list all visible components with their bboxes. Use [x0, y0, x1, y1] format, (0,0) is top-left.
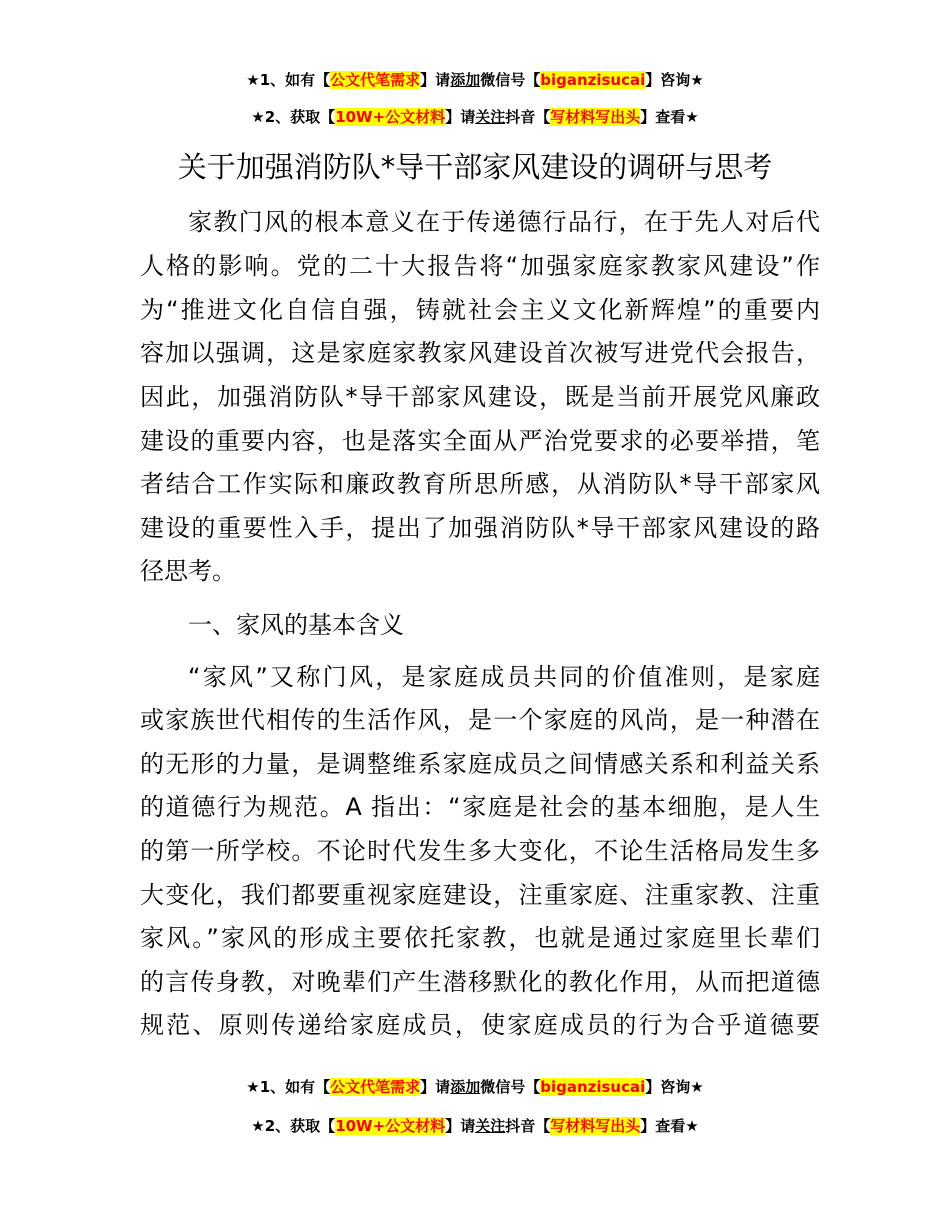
promo-line-1-top: [0, 70, 950, 90]
promo-text: 抖音【: [505, 108, 551, 126]
promo-douyin-id: 写材料写出头: [550, 108, 641, 126]
body-line: 的言传身教，对晚辈们产生潜移默化的教化作用，从而把道德: [140, 968, 820, 996]
promo-text: ★1、如有【: [246, 1078, 331, 1096]
promo-text: 】请: [420, 1078, 451, 1096]
body-line: 家风。”家风的形成主要依托家教，也就是通过家庭里长辈们: [140, 924, 820, 952]
promo-emphasis: 添加: [450, 1078, 481, 1096]
promo-text: ★2、获取【: [251, 108, 336, 126]
document-title: 关于加强消防队*导干部家风建设的调研与思考: [177, 150, 773, 184]
promo-highlight: 10W+公文材料: [335, 1117, 446, 1135]
body-line: 人格的影响。党的二十大报告将“加强家庭家教家风建设”作: [140, 252, 820, 280]
promo-text: 】咨询★: [645, 1078, 704, 1096]
promo-emphasis: 添加: [450, 71, 481, 89]
promo-line-1-bottom: [0, 1077, 950, 1097]
promo-text: 】咨询★: [645, 71, 704, 89]
body-line: 容加以强调，这是家庭家教家风建设首次被写进党代会报告，: [140, 339, 820, 367]
promo-text: 】请: [445, 1117, 476, 1135]
promo-text: 抖音【: [505, 1117, 551, 1135]
body-line: 规范、原则传递给家庭成员，使家庭成员的行为合乎道德要: [140, 1011, 820, 1039]
body-line: “家风”又称门风，是家庭成员共同的价值准则，是家庭: [188, 663, 820, 691]
promo-text: 】请: [420, 71, 451, 89]
promo-highlight: 公文代笔需求: [330, 1078, 421, 1096]
promo-emphasis: 关注: [475, 108, 506, 126]
body-line: 建设的重要内容，也是落实全面从严治党要求的必要举措，笔: [140, 427, 820, 455]
promo-text: ★1、如有【: [246, 71, 331, 89]
body-line: 因此，加强消防队*导干部家风建设，既是当前开展党风廉政: [140, 383, 820, 411]
body-line: 家教门风的根本意义在于传递德行品行，在于先人对后代: [188, 208, 820, 236]
promo-wechat-id: biganzisucai: [540, 71, 646, 89]
body-line: 径思考。: [140, 557, 236, 585]
body-line: 为“推进文化自信自强，铸就社会主义文化新辉煌”的重要内: [140, 296, 820, 324]
section-heading: 一、家风的基本含义: [188, 611, 404, 639]
promo-text: 】查看★: [640, 108, 699, 126]
body-line: 的第一所学校。不论时代发生多大变化，不论生活格局发生多: [140, 837, 820, 865]
promo-line-2-bottom: [0, 1116, 950, 1136]
promo-text: ★2、获取【: [251, 1117, 336, 1135]
body-line: 或家族世代相传的生活作风，是一个家庭的风尚，是一种潜在: [140, 706, 820, 734]
body-line: 的无形的力量，是调整维系家庭成员之间情感关系和利益关系: [140, 750, 820, 778]
body-line: 的道德行为规范。A 指出：“家庭是社会的基本细胞，是人生: [140, 793, 820, 821]
promo-line-2-top: [0, 107, 950, 127]
promo-text: 微信号【: [480, 1078, 541, 1096]
promo-text: 微信号【: [480, 71, 541, 89]
promo-wechat-id: biganzisucai: [540, 1078, 646, 1096]
promo-text: 】请: [445, 108, 476, 126]
promo-douyin-id: 写材料写出头: [550, 1117, 641, 1135]
body-line: 大变化，我们都要重视家庭建设，注重家庭、注重家教、注重: [140, 881, 820, 909]
promo-highlight: 10W+公文材料: [335, 108, 446, 126]
body-line: 建设的重要性入手，提出了加强消防队*导干部家风建设的路: [140, 514, 820, 542]
promo-emphasis: 关注: [475, 1117, 506, 1135]
promo-highlight: 公文代笔需求: [330, 71, 421, 89]
body-line: 者结合工作实际和廉政教育所思所感，从消防队*导干部家风: [140, 470, 820, 498]
promo-text: 】查看★: [640, 1117, 699, 1135]
